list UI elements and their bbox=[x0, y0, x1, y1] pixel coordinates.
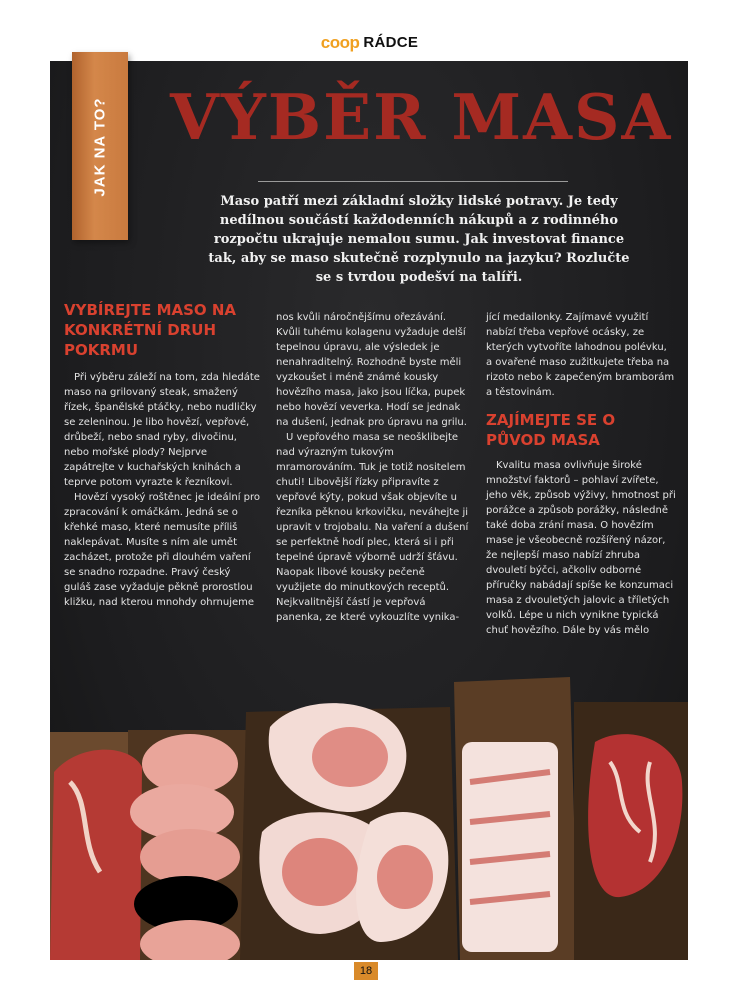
lean-meat bbox=[312, 727, 388, 787]
paragraph: Při výběru záleží na tom, zda hledáte maso na grilovaný steak, smažený řízek, španělské ptáčky, nebo nudličky se zeleninou. Je libo hovězí, vepřové, drůbeží, nebo snad ryby, divočinu, nebo mořské plody? Nejprve zapátrejte v kuchařských knihách a teprve potom vyrazte k řezníkovi. bbox=[64, 372, 260, 488]
section-heading-meat-origin: ZAJÍMEJTE SE O PŮVOD MASA bbox=[486, 411, 616, 449]
column-1 bbox=[64, 300, 260, 610]
meat-cuts-illustration bbox=[50, 672, 688, 960]
paragraph: U vepřového masa se neošklibejte nad výrazným tukovým mramorováním. Tuk je totiž nositelem chuti! Libovější řízky připravíte z vepřové kýty, pokud však objevíte u řezníka pěknou krkovičku, neváhejte ji upravit v trojobalu. Na vaření a dušení se perfektně hodí plec, která si i při tepelné úpravě výborně udrží šťávu. Naopak libové kousky pečeně využijete do minutkových receptů. Nejkvalitnější částí je vepřová panenka, ze které vykouzlíte vynika- bbox=[276, 432, 469, 623]
column-3 bbox=[486, 310, 676, 638]
paragraph: nos kvůli náročnějšímu ořezávání. Kvůli tuhému kolagenu vyžaduje delší tepelnou úpravu, ale výsledek je nenahraditelný. Rozhodně byste měli vyzkoušet i méně známé kousky hovězího masa, jako jsou líčka, pupek nebo hovězí veverka. Hodí se jednak na dušení, jednak pro úpravu na grilu. bbox=[276, 312, 467, 428]
lean-meat bbox=[377, 845, 433, 909]
coop-logo: coop bbox=[320, 33, 360, 52]
column-2 bbox=[276, 310, 471, 625]
paragraph: jící medailonky. Zajímavé využití nabízí třeba vepřové ocásky, ze kterých vytvoříte lahodnou polévku, a ovařené maso zužitkujete třeba na rizoto nebo k zapečeným bramborám a těstovinám. bbox=[486, 312, 675, 398]
section-name: RÁDCE bbox=[363, 34, 419, 51]
page-number: 18 bbox=[354, 962, 378, 980]
article-intro: Maso patří mezi základní složky lidské potravy. Je tedy nedílnou součástí každodenních nákupů a z rodinného rozpočtu ukrajuje nemalou sumu. Jak investovat finance tak, aby se maso skutečně rozplynulo na jazyku? Rozlučte se s tvrdou podešví na talíři. bbox=[208, 194, 630, 285]
category-tag-label: JAK NA TO? bbox=[91, 97, 109, 197]
article-title: VÝBĚR MASA bbox=[170, 80, 673, 154]
paragraph: Hovězí vysoký roštěnec je ideální pro zpracování k omáčkám. Jedná se o křehké maso, které nemusíte příliš naklepávat. Musíte s ním ale umět zacházet, protože při dlouhém vaření se snadno rozpadne. Pravý český guláš zase vyžaduje pěkně prorostlou kližku, nad kterou mnohdy ohrnujeme bbox=[64, 492, 261, 608]
header-brand bbox=[0, 34, 739, 51]
section-heading-choose-meat: VYBÍREJTE MASO NA KONKRÉTNÍ DRUH POKRMU bbox=[64, 301, 237, 359]
paragraph: Kvalitu masa ovlivňuje široké množství faktorů – pohlaví zvířete, jeho věk, způsob výživy, hmotnost při porážce a způsob porážky, následně také doba zrání masa. O hovězím mase je všeobecně rozšířený názor, že nejlepší maso nabízí zhruba dvouletí býčci, ačkoliv odborné příručky nabádají spíše ke konzumaci masa z dvouletých jalovic a tříletých volků. Lépe u nich vynikne typická chuť hovězího. Dále by vás mělo bbox=[486, 460, 676, 636]
beef-cut bbox=[50, 750, 142, 960]
title-divider bbox=[258, 181, 568, 182]
category-tag bbox=[72, 52, 128, 240]
lean-meat bbox=[282, 838, 358, 906]
